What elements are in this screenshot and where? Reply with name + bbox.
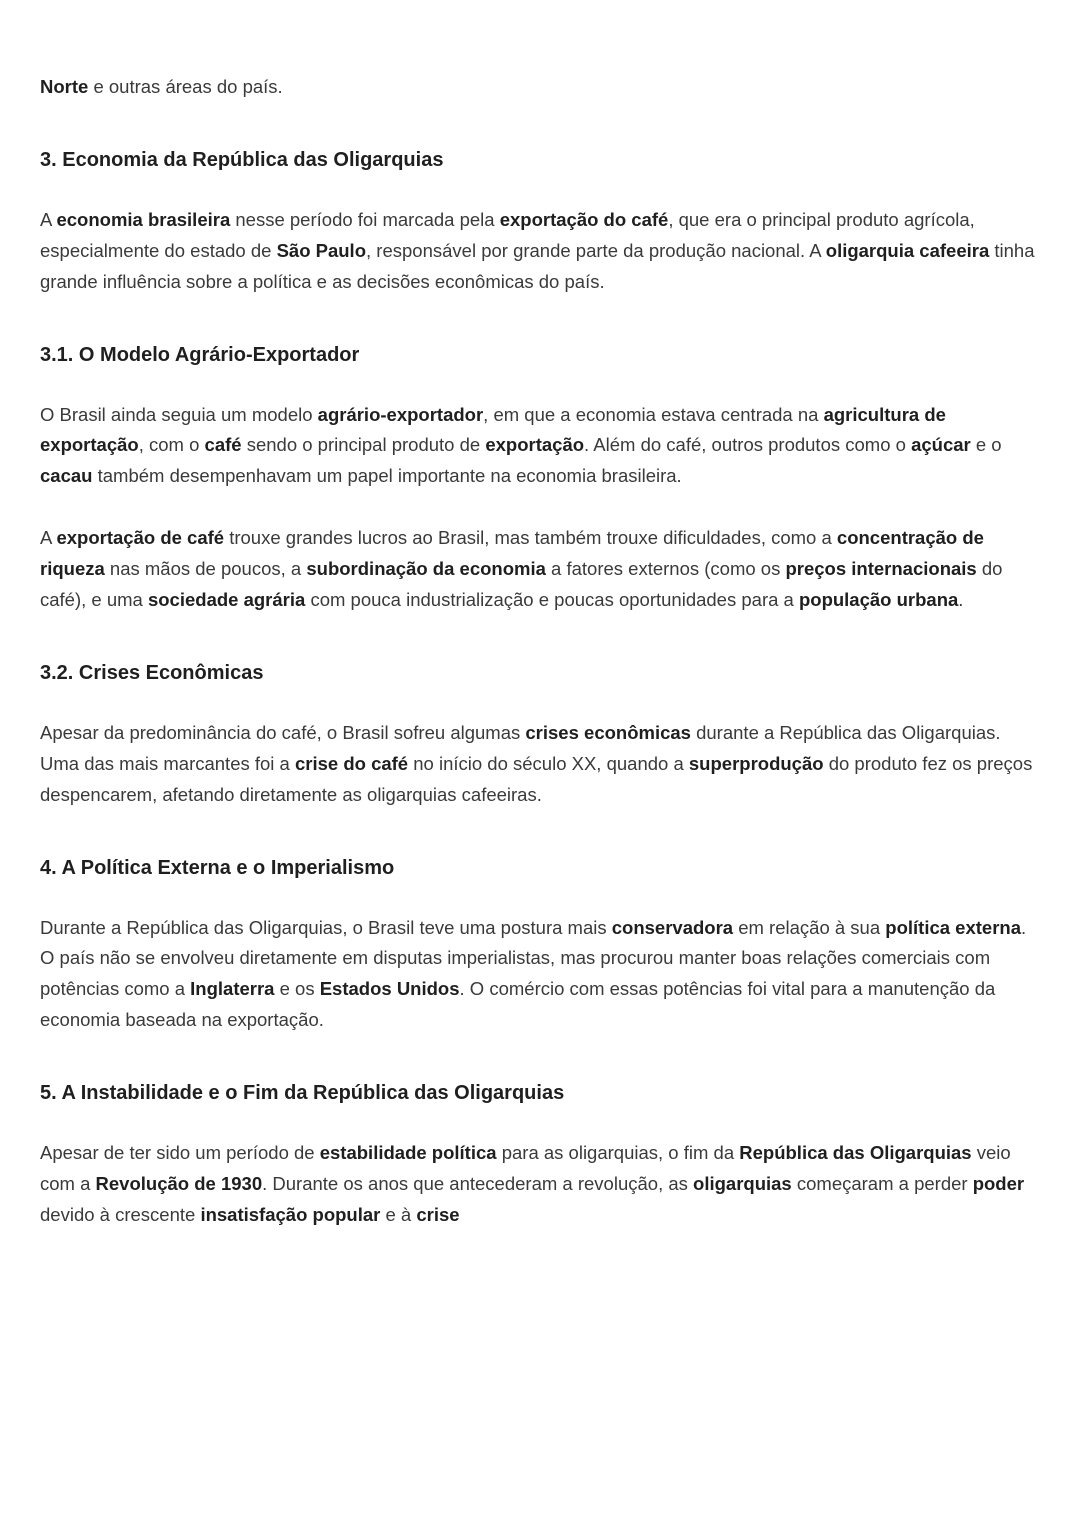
bold-text-segment: 4. A Política Externa e o Imperialismo — [40, 856, 395, 879]
text-segment: . Além do café, outros produtos como o — [584, 434, 912, 456]
bold-text-segment: estabilidade política — [319, 1142, 497, 1164]
bold-text-segment: poder — [972, 1173, 1025, 1195]
bold-text-segment: concentração de riqueza — [40, 527, 984, 580]
paragraph-exportacao-cafe — [40, 523, 1040, 616]
bold-text-segment: exportação de café — [56, 527, 225, 549]
text-segment: veio com a — [40, 1142, 1011, 1195]
text-segment: , responsável por grande parte da produção nacional. A — [366, 239, 826, 261]
bold-text-segment: Estados Unidos — [319, 978, 460, 1000]
paragraph-politica-externa — [40, 913, 1040, 1037]
bold-text-segment: 5. A Instabilidade e o Fim da República das Oligarquias — [40, 1082, 565, 1105]
text-segment: com pouca industrialização e poucas oportunidades para a — [305, 589, 799, 611]
bold-text-segment: oligarquias — [693, 1173, 792, 1195]
text-segment: , que era o principal produto agrícola, especialmente do estado de — [40, 208, 975, 261]
text-segment: O Brasil ainda seguia um modelo — [40, 403, 318, 425]
bold-text-segment: oligarquia cafeeira — [825, 239, 990, 261]
bold-text-segment: Revolução de 1930 — [95, 1173, 263, 1195]
bold-text-segment: República das Oligarquias — [739, 1142, 972, 1164]
bold-text-segment: agrário-exportador — [317, 403, 484, 425]
bold-text-segment: agricultura de exportação — [40, 403, 946, 456]
text-segment: do produto fez os preços despencarem, afetando diretamente as oligarquias cafeeiras. — [40, 752, 1033, 805]
bold-text-segment: sociedade agrária — [147, 589, 306, 611]
paragraph-crises-economicas — [40, 718, 1040, 811]
paragraph-norte-continuation — [40, 72, 1040, 103]
bold-text-segment: crise — [416, 1203, 460, 1225]
bold-text-segment: Inglaterra — [190, 978, 275, 1000]
bold-text-segment: insatisfação popular — [200, 1203, 381, 1225]
text-segment: e à — [380, 1203, 417, 1225]
text-segment: e outras áreas do país. — [88, 76, 283, 97]
bold-text-segment: São Paulo — [276, 239, 367, 261]
text-segment: e o — [970, 434, 1002, 456]
text-segment: Durante a República das Oligarquias, o Brasil teve uma postura mais — [40, 916, 612, 938]
paragraph-fim-republica — [40, 1138, 1040, 1231]
document-body — [40, 72, 1040, 1231]
bold-text-segment: açúcar — [911, 434, 971, 456]
text-segment: . Durante os anos que antecederam a revolução, as — [262, 1173, 694, 1195]
bold-text-segment: crises econômicas — [525, 721, 691, 743]
text-segment: , em que a economia estava centrada na — [483, 403, 824, 425]
heading-3-2-crises — [40, 658, 1040, 688]
text-segment: Apesar de ter sido um período de — [40, 1142, 320, 1164]
text-segment: A — [40, 527, 57, 549]
bold-text-segment: 3.1. O Modelo Agrário-Exportador — [40, 343, 360, 366]
bold-text-segment: exportação — [485, 434, 585, 456]
text-segment: trouxe grandes lucros ao Brasil, mas também trouxe dificuldades, como a — [224, 527, 837, 549]
text-segment: , com o — [138, 434, 205, 456]
text-segment: no início do século XX, quando a — [408, 752, 689, 774]
paragraph-economia-brasileira — [40, 205, 1040, 298]
bold-text-segment: subordinação da economia — [306, 558, 546, 580]
text-segment: . — [958, 589, 964, 611]
text-segment: e os — [274, 978, 320, 1000]
bold-text-segment: Norte — [40, 76, 89, 97]
heading-3-economia — [40, 145, 1040, 175]
bold-text-segment: política externa — [885, 916, 1021, 938]
bold-text-segment: 3.2. Crises Econômicas — [40, 661, 264, 684]
text-segment: . O comércio com essas potências foi vital para a manutenção da economia baseada na exportação. — [40, 978, 996, 1031]
heading-4-politica-externa — [40, 853, 1040, 883]
bold-text-segment: conservadora — [611, 916, 734, 938]
text-segment: devido à crescente — [40, 1203, 201, 1225]
text-segment: . O país não se envolveu diretamente em disputas imperialistas, mas procurou manter boas relações comerciais com potências como a — [40, 916, 1027, 1000]
heading-3-1-modelo-agrario — [40, 340, 1040, 370]
text-segment: para as oligarquias, o fim da — [496, 1142, 740, 1164]
text-segment: tinha grande influência sobre a política e as decisões econômicas do país. — [40, 239, 1035, 292]
text-segment: sendo o principal produto de — [241, 434, 486, 456]
text-segment: A — [40, 208, 57, 230]
bold-text-segment: 3. Economia da República das Oligarquias — [40, 148, 444, 171]
bold-text-segment: população urbana — [798, 589, 959, 611]
bold-text-segment: cacau — [40, 465, 93, 487]
bold-text-segment: economia brasileira — [56, 208, 231, 230]
paragraph-modelo-agrario — [40, 400, 1040, 493]
heading-5-instabilidade — [40, 1078, 1040, 1108]
text-segment: durante a República das Oligarquias. Uma das mais marcantes foi a — [40, 721, 1001, 774]
bold-text-segment: crise do café — [294, 752, 409, 774]
bold-text-segment: café — [204, 434, 242, 456]
text-segment: nesse período foi marcada pela — [230, 208, 500, 230]
bold-text-segment: exportação do café — [499, 208, 669, 230]
text-segment: também desempenhavam um papel importante na economia brasileira. — [92, 465, 682, 487]
bold-text-segment: preços internacionais — [785, 558, 977, 580]
text-segment: a fatores externos (como os — [545, 558, 786, 580]
bold-text-segment: superprodução — [688, 752, 824, 774]
text-segment: em relação à sua — [733, 916, 886, 938]
text-segment: começaram a perder — [791, 1173, 973, 1195]
text-segment: do café), e uma — [40, 558, 1003, 611]
text-segment: nas mãos de poucos, a — [104, 558, 307, 580]
text-segment: Apesar da predominância do café, o Brasil sofreu algumas — [40, 721, 526, 743]
